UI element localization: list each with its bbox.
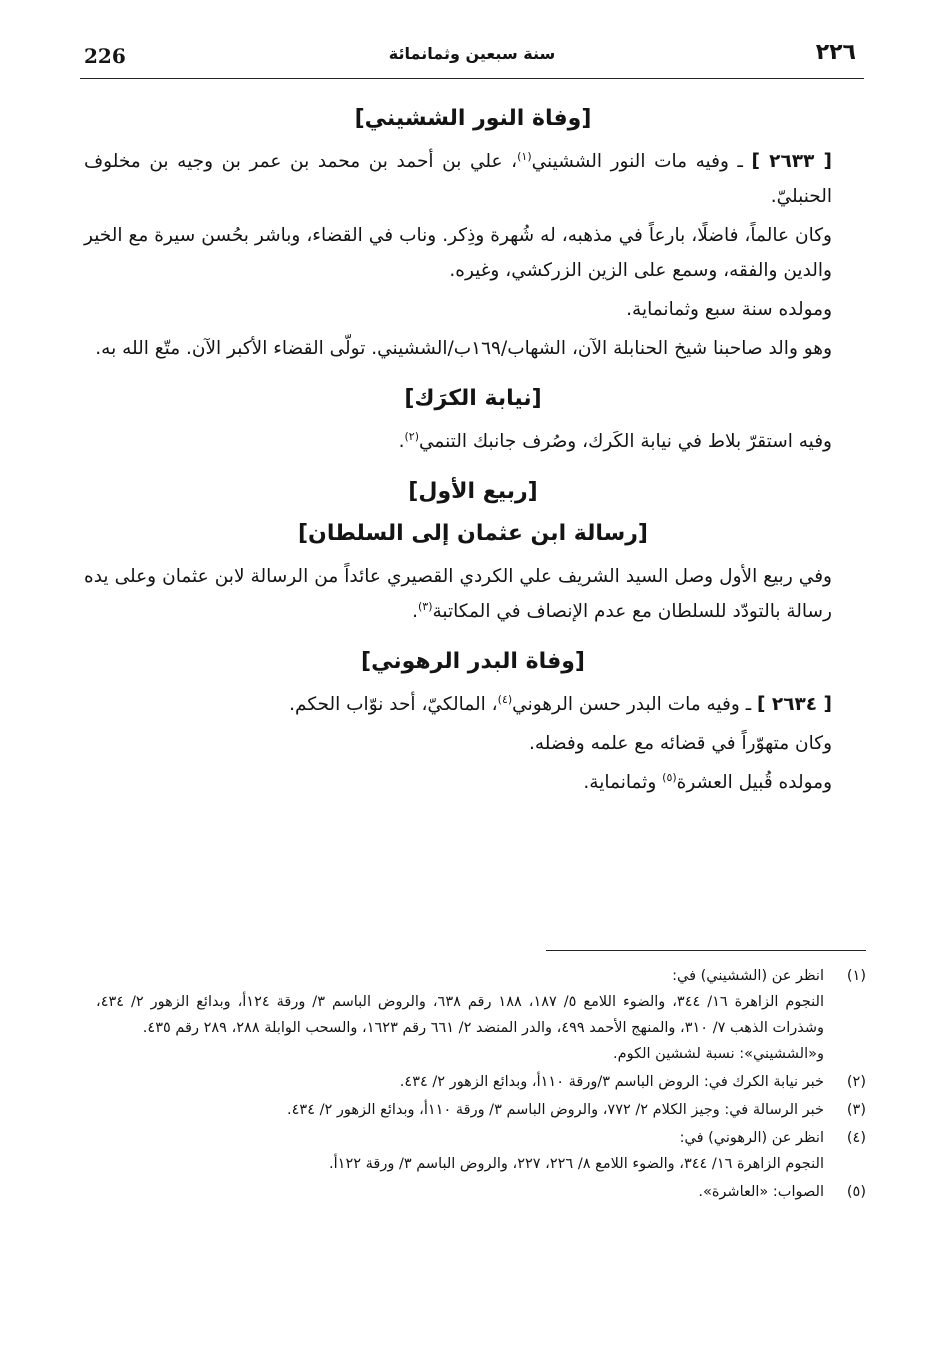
- footnote-text: انظر عن (الششيني) في:: [672, 968, 824, 984]
- paragraph: [84, 765, 862, 800]
- footnote: [96, 1069, 866, 1095]
- page-number-arabic: ٢٢٦: [815, 40, 856, 65]
- footnote-number: (٣): [846, 1102, 866, 1118]
- paragraph-text: ومولده قُبيل العشرة: [676, 772, 832, 793]
- paragraph: [84, 559, 862, 629]
- paragraph: [84, 687, 862, 722]
- footnote-body: [96, 1125, 824, 1177]
- paragraph-text: ، المالكيّ، أحد نوّاب الحكم.: [289, 694, 498, 715]
- footnote-text: خبر الرسالة في: وجيز الكلام ٢/ ٧٧٢، والروض الباسم ٣/ ورقة ١١٠أ، وبدائع الزهور ٢/ ٤٣٤.: [287, 1102, 824, 1118]
- paragraph: وكان متهوّراً في قضائه مع علمه وفضله.: [528, 733, 832, 754]
- footnote-divider: [546, 950, 866, 951]
- footnote-number: (٤): [846, 1130, 866, 1146]
- paragraph: وكان عالماً، فاضلًا، بارعاً في مذهبه، له شُهرة وذِكر. وناب في القضاء، وباشر بحُسن سيرة مع الخير والدين والفقه، وسمع على الزين الزركشي، وغيره.: [84, 225, 832, 281]
- footnote-text: النجوم الزاهرة ١٦/ ٣٤٤، والضوء اللامع ٥/ ١٨٧، ١٨٨ رقم ٦٣٨، والروض الباسم ٣/ ورقة ١٢٤أ، وبدائع الزهور ٢/ ٤٣٤، وشذرات الذهب ٧/ ٣١٠، والمنهج الأحمد ٤٩٩، والدر المنضد ٢/ ٦٦١ رقم ١٦٢٣، والسحب الوابلة ٢٨٨، ٢٨٩ رقم ٤٣٥.: [96, 994, 824, 1036]
- footnote: [96, 1097, 866, 1123]
- footnote-ref[interactable]: (١): [517, 149, 532, 163]
- footnote-ref[interactable]: (٥): [662, 770, 677, 784]
- paragraph: [84, 424, 862, 459]
- paragraph-text: ، علي بن أحمد بن محمد بن عمر بن وجيه بن مخلوف الحنبليّ.: [84, 151, 832, 207]
- section-heading: [رسالة ابن عثمان إلى السلطان]: [297, 521, 648, 546]
- paragraph: وهو والد صاحبنا شيخ الحنابلة الآن، الشهاب/١٦٩ب/الششيني. تولّى القضاء الأكبر الآن. متّع الله به.: [95, 338, 832, 359]
- paragraph-text: ـ وفيه مات البدر حسن الرهوني: [512, 694, 758, 715]
- footnote-text: النجوم الزاهرة ١٦/ ٣٤٤، والضوء اللامع ٨/ ٢٢٦، ٢٢٧، والروض الباسم ٣/ ورقة ١٢٢أ.: [329, 1156, 824, 1172]
- page-number-latin: 226: [84, 44, 126, 68]
- paragraph-text: وفي ربيع الأول وصل السيد الشريف علي الكردي القصيري عائداً من الرسالة لابن عثمان وعلى يده رسالة بالتودّد للسلطان مع عدم الإنصاف في المكاتبة: [84, 566, 832, 622]
- entry-number: [ ٢٦٣٤ ]: [757, 694, 832, 715]
- section-heading: [وفاة النور الششيني]: [354, 106, 592, 131]
- section-heading: [ربيع الأول]: [408, 479, 538, 504]
- footnote-number: (١): [846, 968, 866, 984]
- section-heading: [نيابة الكرَك]: [404, 386, 542, 411]
- footnote-text: و«الششيني»: نسبة لششين الكوم.: [613, 1046, 824, 1062]
- entry-number: [ ٢٦٣٣ ]: [751, 151, 832, 172]
- footnote: [96, 1179, 866, 1205]
- footnote: [96, 963, 866, 1067]
- footnote-ref[interactable]: (٤): [497, 692, 513, 706]
- footnote-ref[interactable]: (٣): [417, 599, 433, 613]
- paragraph-text: وثمانماية.: [583, 772, 663, 793]
- footnote-text: الصواب: «العاشرة».: [698, 1184, 824, 1200]
- footnote-body: [96, 963, 824, 1067]
- paragraph-text: وفيه استقرّ بلاط في نيابة الكَرك، وصُرف جانبك التنمي: [418, 431, 832, 452]
- footnote-number: (٢): [846, 1074, 866, 1090]
- section-heading: [وفاة البدر الرهوني]: [361, 649, 585, 674]
- footnote-number: (٥): [846, 1184, 866, 1200]
- paragraph-text: .: [398, 431, 405, 452]
- running-head: [80, 38, 864, 79]
- running-title: سنة سبعين وثمانمائة: [388, 44, 556, 63]
- paragraph-text: ـ وفيه مات النور الششيني: [531, 151, 752, 172]
- paragraph: ومولده سنة سبع وثمانماية.: [626, 299, 832, 320]
- footnote-text: خبر نيابة الكرك في: الروض الباسم ٣/ورقة ١١٠أ، وبدائع الزهور ٢/ ٤٣٤.: [399, 1074, 824, 1090]
- footnote-ref[interactable]: (٢): [404, 429, 419, 443]
- paragraph-text: .: [412, 601, 418, 622]
- footnotes: [96, 950, 866, 1207]
- footnote-text: انظر عن (الرهوني) في:: [679, 1130, 824, 1146]
- paragraph: [84, 144, 862, 214]
- footnote: [96, 1125, 866, 1177]
- main-text: [84, 96, 862, 804]
